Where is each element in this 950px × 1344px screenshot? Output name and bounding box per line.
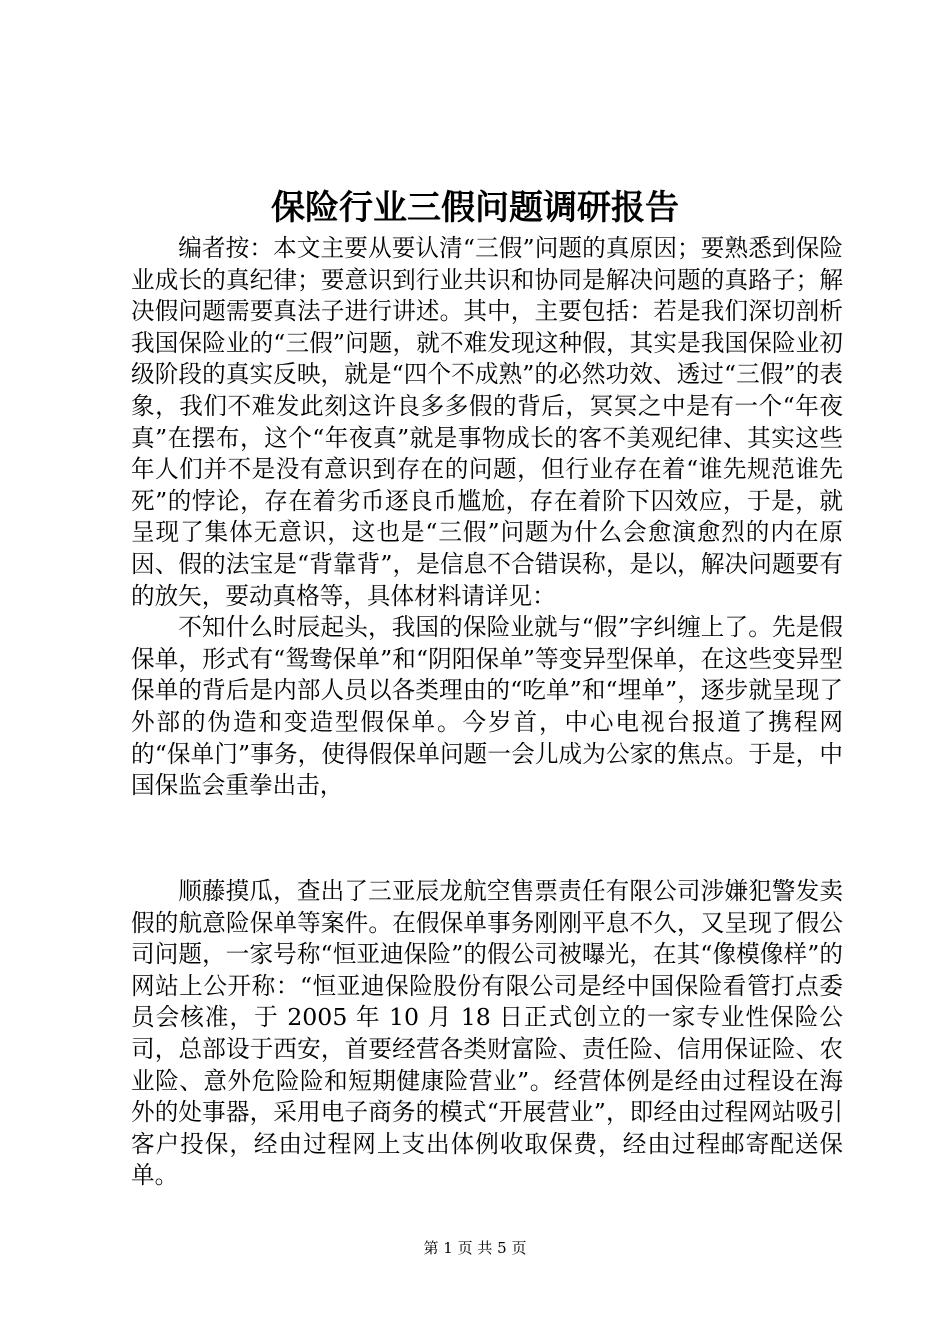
body-paragraph: 顺藤摸瓜，查出了三亚辰龙航空售票责任有限公司涉嫌犯警发卖假的航意险保单等案件。在假保单事务刚刚平息不久，又呈现了假公司问题，一家号称“恒亚迪保险”的假公司被曝光，在其“像模像样”的网站上公开称：“恒亚迪保险股份有限公司是经中国保险看管打点委员会核准，于 2005 年 10 月 18 日正式创立的一家专业性保险公司，总部设于西安，首要经营各类财富险、责任险、信用保证险、农业险、意外危险险和短期健康险营业”。经营体例是经由过程设在海外的处事器，采用电子商务的模式“开展营业”，即经由过程网站吸引客户投保，经由过程网上支出体例收取保费，经由过程邮寄配送保单。 bbox=[131, 877, 843, 1190]
page-footer: 第 1 页 共 5 页 bbox=[423, 1239, 527, 1257]
body-paragraph: 不知什么时辰起头，我国的保险业就与“假”字纠缠上了。先是假保单，形式有“鸳鸯保单”和“阴阳保单”等变异型保单，在这些变异型保单的背后是内部人员以各类理由的“吃单”和“埋单”，逐步就呈现了外部的伪造和变造型假保单。今岁首，中心电视台报道了携程网的“保单门”事务，使得假保单问题一会儿成为公家的焦点。于是，中国保监会重拳出击， bbox=[131, 613, 843, 800]
document-body-lower bbox=[131, 876, 843, 1192]
editor-note-paragraph: 编者按：本文主要从要认清“三假”问题的真原因；要熟悉到保险业成长的真纪律；要意识到行业共识和协同是解决问题的真路子；解决假问题需要真法子进行讲述。其中，主要包括：若是我们深切剖析我国保险业的“三假”问题，就不难发现这种假，其实是我国保险业初级阶段的真实反映，就是“四个不成熟”的必然功效、透过“三假”的表象，我们不难发此刻这许良多多假的背后，冥冥之中是有一个“年夜真”在摆布，这个“年夜真”就是事物成长的客不美观纪律、其实这些年人们并不是没有意识到存在的问题，但行业存在着“谁先规范谁先死”的悖论，存在着劣币逐良币尴尬，存在着阶下囚效应，于是，就呈现了集体无意识，这也是“三假”问题为什么会愈演愈烈的内在原因、假的法宝是“背靠背”，是信息不合错误称，是以，解决问题要有的放矢，要动真格等，具体材料请详见： bbox=[131, 234, 843, 610]
document-title: 保险行业三假问题调研报告 bbox=[271, 188, 679, 228]
document-body-upper bbox=[131, 233, 843, 802]
